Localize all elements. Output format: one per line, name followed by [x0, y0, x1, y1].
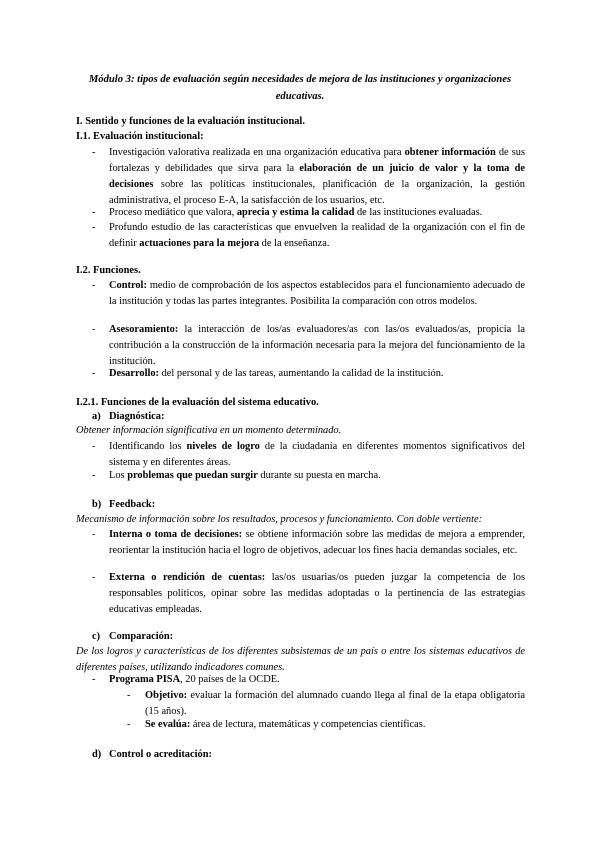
paragraph: Proceso mediático que valora, aprecia y estima la calidad de las instituciones evaluadas.	[109, 207, 483, 218]
paragraph: Objetivo: evaluar la formación del alumnado cuando llega al final de la etapa obligatoria (15 años).	[145, 690, 525, 717]
bullet-dash: -	[92, 529, 96, 540]
bullet-dash: -	[127, 690, 131, 701]
bullet-dash: -	[92, 147, 96, 158]
paragraph: Asesoramiento: la interacción de los/as evaluadores/as con las/os evaluados/as, propicia la contribución a la construcción de la información necesaria para la mejora del funcionamiento de la institución.	[109, 324, 525, 367]
list-title: Diagnóstica:	[109, 411, 165, 422]
bullet-dash: -	[92, 674, 96, 685]
paragraph: Profundo estudio de las características que envuelven la realidad de la organización con el fin de definir actuaciones para la mejora de la enseñanza.	[109, 222, 525, 249]
list-letter: c)	[92, 631, 101, 642]
section-heading: I.2. Funciones.	[76, 265, 141, 276]
title-line-1: Módulo 3: tipos de evaluación según necesidades de mejora de las instituciones y organizaciones	[88, 74, 512, 85]
italic-intro: Mecanismo de información sobre los resultados, procesos y funcionamiento. Con doble vertiente:	[76, 514, 483, 525]
paragraph: Identificando los niveles de logro de la ciudadanía en diferentes momentos significativos del sistema y en diferentes áreas.	[109, 441, 526, 468]
italic-intro: De los logros y características de los diferentes subsistemas de un país o entre los sistemas educativos de diferentes países, utilizando indicadores comunes.	[76, 646, 525, 673]
bullet-dash: -	[92, 280, 96, 291]
list-title: Comparación:	[109, 631, 174, 642]
bullet-dash: -	[92, 572, 96, 583]
document-title	[62, 71, 538, 105]
list-title: Feedback:	[109, 499, 156, 510]
paragraph: Se evalúa: área de lectura, matemáticas y competencias científicas.	[145, 719, 426, 730]
paragraph: Control: medio de comprobación de los aspectos establecidos para el funcionamiento adecuado de la institución y todas las partes integrantes. Posibilita la comparación con otros modelos.	[109, 280, 525, 307]
list-letter: a)	[92, 411, 101, 422]
bullet-dash: -	[127, 719, 131, 730]
bullet-dash: -	[92, 324, 96, 335]
italic-intro: Obtener información significativa en un momento determinado.	[76, 425, 342, 436]
bullet-dash: -	[92, 470, 96, 481]
list-letter: b)	[92, 499, 102, 510]
bullet-dash: -	[92, 368, 96, 379]
bullet-dash: -	[92, 207, 96, 218]
bullet-dash: -	[92, 441, 96, 452]
paragraph: Externa o rendición de cuentas: las/os usuarias/os pueden juzgar la competencia de los responsables políticos, opinar sobre las medidas adoptadas o la pertinencia de las estrategias educativas empleadas.	[109, 572, 525, 615]
paragraph: Investigación valorativa realizada en una organización educativa para obtener información de sus fortalezas y debilidades que sirva para la elaboración de un juicio de valor y la toma de decisiones sobre las políticas institucionales, planificación de la organización, la gestión administrativa, el proceso E-A, la satisfacción de los usuarios, etc.	[109, 147, 525, 206]
list-letter: d)	[92, 749, 102, 760]
paragraph: Interna o toma de decisiones: se obtiene información sobre las medidas de mejora a emprender, reorientar la institución hacia el logro de objetivos, adecuar los fines hacia demandas sociales, etc.	[109, 529, 526, 556]
section-heading: I.2.1. Funciones de la evaluación del sistema educativo.	[76, 397, 319, 408]
title-line-2: educativas.	[275, 91, 325, 102]
list-title: Control o acreditación:	[109, 749, 212, 760]
section-heading: I. Sentido y funciones de la evaluación institucional.	[76, 116, 305, 127]
bullet-dash: -	[92, 222, 96, 233]
subsection-heading: I.1. Evaluación institucional:	[76, 131, 204, 142]
paragraph: Desarrollo: del personal y de las tareas, aumentando la calidad de la institución.	[109, 368, 444, 379]
paragraph: Programa PISA, 20 países de la OCDE.	[109, 674, 280, 685]
paragraph: Los problemas que puedan surgir durante su puesta en marcha.	[109, 470, 381, 481]
